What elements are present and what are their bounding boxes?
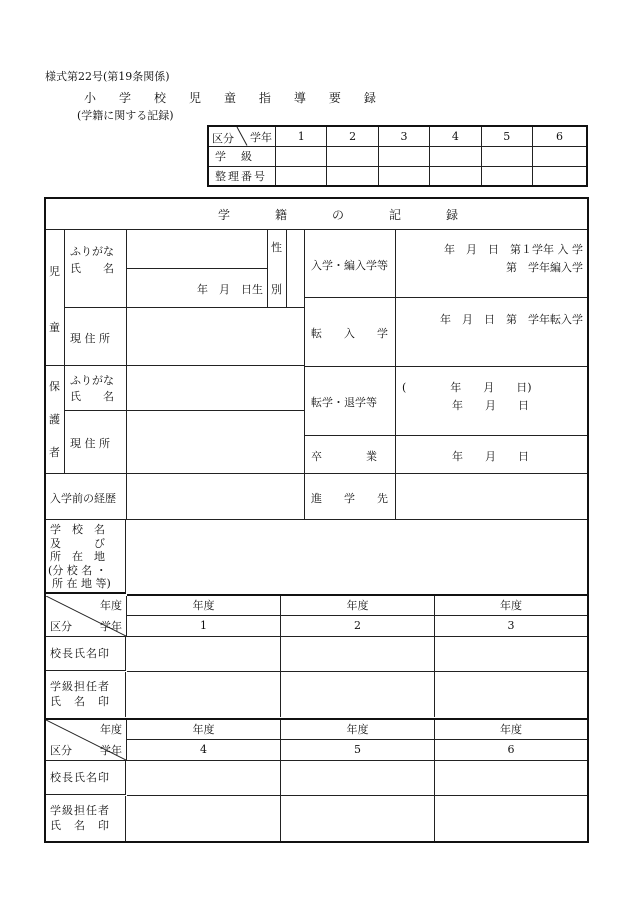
homeroom-label <box>46 796 126 841</box>
sex-label <box>267 229 287 308</box>
form-number: 様式第22号(第19条関係) <box>45 70 170 83</box>
section-title <box>46 199 587 230</box>
transfer-in-label-text: 転 入 学 <box>311 327 388 340</box>
title-char: 童 <box>223 91 236 105</box>
enrollment-field[interactable] <box>396 229 587 298</box>
child-name-field[interactable] <box>127 229 267 269</box>
homeroom-cell[interactable] <box>281 672 435 717</box>
grade-header: 1 <box>276 126 327 146</box>
graduation-line1: 年 月 日 <box>452 450 529 463</box>
number-cell[interactable] <box>532 166 587 186</box>
transfer-out-line1: ( 年 月 日) <box>402 381 532 394</box>
grade-cell: 3 <box>435 616 587 637</box>
gakunen-label: 学年 <box>250 131 272 144</box>
side-char: 保 <box>49 380 60 393</box>
nendo-label: 年度 <box>100 723 122 736</box>
nendo-kubun-header <box>46 720 127 761</box>
number-cell[interactable] <box>481 166 532 186</box>
title-char: 要 <box>328 91 341 105</box>
kubun-label: 区分 <box>212 132 234 145</box>
child-name-label <box>64 229 127 308</box>
homeroom-cell[interactable] <box>127 796 281 841</box>
guardian-name-field[interactable] <box>127 366 305 411</box>
grade-header: 4 <box>430 126 481 146</box>
nendo-cell[interactable]: 年度 <box>281 720 435 740</box>
homeroom-label <box>46 672 126 717</box>
name-label: 氏 名 <box>70 390 114 403</box>
grade-cell: 2 <box>281 616 435 637</box>
child-side-label <box>46 229 65 366</box>
section-char: の <box>331 207 344 222</box>
homeroom-cell[interactable] <box>127 672 281 717</box>
school-info-line: 所 在 地 等) <box>52 577 111 590</box>
grade-cell: 5 <box>281 740 435 761</box>
side-char: 護 <box>49 413 60 426</box>
homeroom-cell[interactable] <box>435 672 587 717</box>
transfer-out-field[interactable] <box>396 367 587 436</box>
enrollment-line1: 年 月 日 第１学年 入 学 <box>444 243 583 256</box>
number-cell[interactable] <box>378 166 429 186</box>
guardian-name-label <box>64 366 127 411</box>
record-frame <box>44 197 589 843</box>
nendo-cell[interactable]: 年度 <box>435 596 587 616</box>
child-address-label <box>64 308 127 366</box>
section-char: 録 <box>445 207 458 222</box>
nendo-kubun-header <box>46 596 127 637</box>
graduation-field[interactable] <box>396 436 587 474</box>
next-school-label <box>305 474 396 520</box>
child-birthdate-field[interactable] <box>127 269 267 308</box>
gakunen-label: 学年 <box>100 620 122 633</box>
title-char: 校 <box>153 91 166 105</box>
homeroom-line2: 氏 名 印 <box>50 819 110 832</box>
class-cell[interactable] <box>532 146 587 166</box>
enrollment-label <box>305 229 396 298</box>
sex-char: 別 <box>271 283 282 296</box>
class-cell[interactable] <box>430 146 481 166</box>
next-school-field[interactable] <box>396 474 587 520</box>
kubun-label: 区分 <box>50 744 72 757</box>
grade-header: 2 <box>327 126 378 146</box>
grade-cell: 6 <box>435 740 587 761</box>
birthdate-label: 年 月 日生 <box>197 283 263 296</box>
section-char: 学 <box>218 207 231 222</box>
school-info-line: 所 在 地 <box>50 550 105 563</box>
nendo-cell[interactable]: 年度 <box>127 596 281 616</box>
side-char: 児 <box>49 265 60 278</box>
nendo-cell[interactable]: 年度 <box>435 720 587 740</box>
number-cell[interactable] <box>276 166 327 186</box>
class-cell[interactable] <box>481 146 532 166</box>
enrollment-line2: 第 学年編入学 <box>506 261 583 274</box>
transfer-in-label <box>305 298 396 367</box>
principal-label: 校長氏名印 <box>46 761 126 795</box>
class-cell[interactable] <box>327 146 378 166</box>
address-label: 現 住 所 <box>70 332 110 345</box>
title-char: 児 <box>188 91 201 105</box>
school-info-line: 及 び <box>50 536 105 550</box>
next-school-text: 進 学 先 <box>311 492 388 505</box>
number-cell[interactable] <box>430 166 481 186</box>
guardian-address-label <box>64 411 127 474</box>
class-cell[interactable] <box>276 146 327 166</box>
grade-header: 3 <box>378 126 429 146</box>
homeroom-line2: 氏 名 印 <box>50 695 110 708</box>
section-char: 記 <box>388 207 401 222</box>
transfer-out-line2: 年 月 日 <box>452 399 529 412</box>
grade-header: 6 <box>532 126 587 146</box>
nendo-cell[interactable]: 年度 <box>281 596 435 616</box>
gakunen-label: 学年 <box>100 744 122 757</box>
guardian-side-label <box>46 366 65 474</box>
grade-header: 5 <box>481 126 532 146</box>
transfer-in-line1: 年 月 日 第 学年転入学 <box>440 313 583 326</box>
document-title <box>84 89 376 106</box>
address-label: 現 住 所 <box>70 437 110 450</box>
homeroom-line1: 学級担任者 <box>50 680 110 693</box>
title-char: 指 <box>258 91 271 105</box>
prior-history-label <box>46 474 127 520</box>
number-cell[interactable] <box>327 166 378 186</box>
transfer-in-field[interactable] <box>396 298 587 367</box>
principal-cell[interactable] <box>435 637 587 672</box>
school-info-label <box>46 520 126 594</box>
staff-block-2 <box>46 718 587 843</box>
principal-cell[interactable] <box>281 637 435 672</box>
furigana-label: ふりがな <box>70 374 114 387</box>
homeroom-cell[interactable] <box>435 796 587 841</box>
homeroom-cell[interactable] <box>281 796 435 841</box>
graduation-label-text: 卒 業 <box>311 450 377 463</box>
grade-cell: 4 <box>127 740 281 761</box>
title-char: 導 <box>293 91 306 105</box>
child-address-field[interactable] <box>127 308 305 366</box>
nendo-cell[interactable]: 年度 <box>127 720 281 740</box>
sex-char: 性 <box>271 241 282 254</box>
transfer-out-label-text: 転学・退学等 <box>311 396 377 409</box>
document-subtitle: (学籍に関する記録) <box>77 109 174 122</box>
sex-field[interactable] <box>286 229 305 308</box>
class-cell[interactable] <box>378 146 429 166</box>
principal-cell[interactable] <box>127 637 281 672</box>
school-info-line: (分 校 名 ・ <box>48 563 107 577</box>
principal-cell[interactable] <box>281 761 435 796</box>
kubun-label: 区分 <box>50 620 72 633</box>
grade-cell: 1 <box>127 616 281 637</box>
side-char: 者 <box>49 446 60 459</box>
staff-block-1 <box>46 596 587 718</box>
class-row-label: 学 級 <box>208 146 276 166</box>
title-char: 小 <box>84 91 97 105</box>
school-info-field[interactable] <box>127 520 587 596</box>
school-info-line: 学 校 名 <box>50 523 105 536</box>
graduation-label <box>305 436 396 474</box>
enrollment-label-text: 入学・編入学等 <box>311 259 388 272</box>
homeroom-line1: 学級担任者 <box>50 804 110 817</box>
prior-history-text: 入学前の経歴 <box>50 492 116 505</box>
guardian-address-field[interactable] <box>127 411 305 474</box>
furigana-label: ふりがな <box>70 245 114 258</box>
title-char: 録 <box>363 91 376 105</box>
kubun-gakunen-header <box>208 126 276 146</box>
title-char: 学 <box>118 91 131 105</box>
principal-cell[interactable] <box>127 761 281 796</box>
section-char: 籍 <box>274 207 287 222</box>
principal-label: 校長氏名印 <box>46 637 126 671</box>
transfer-out-label <box>305 367 396 436</box>
side-char: 童 <box>49 321 60 334</box>
nendo-label: 年度 <box>100 599 122 612</box>
grade-class-table <box>207 125 588 187</box>
name-label: 氏 名 <box>70 262 114 275</box>
prior-history-field[interactable] <box>127 474 305 520</box>
principal-cell[interactable] <box>435 761 587 796</box>
number-row-label: 整理番号 <box>208 166 276 186</box>
